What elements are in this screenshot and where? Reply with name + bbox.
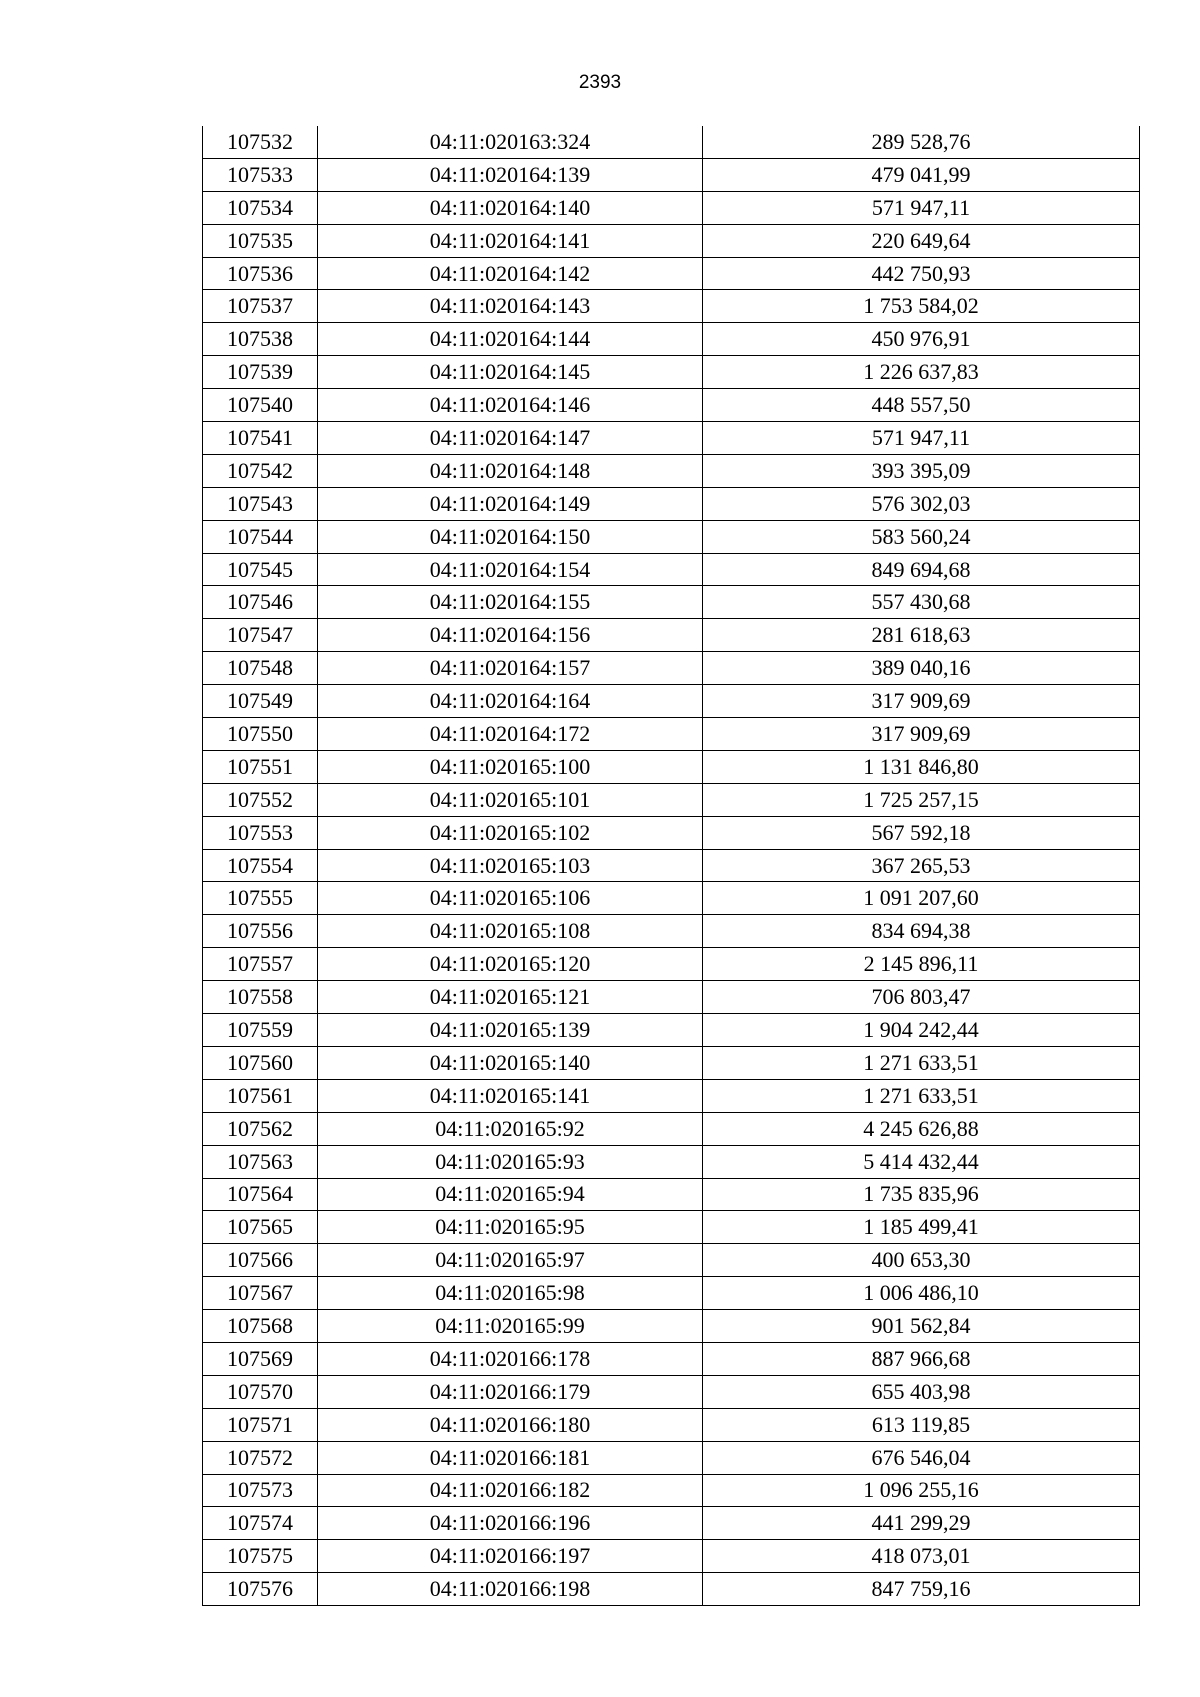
row-number-cell: 107540	[203, 389, 318, 422]
table-row	[203, 981, 1140, 1014]
table-row	[203, 652, 1140, 685]
cadastral-number-cell: 04:11:020165:101	[318, 783, 703, 816]
cadastral-value-cell: 583 560,24	[703, 520, 1140, 553]
cadastral-value-cell: 901 562,84	[703, 1310, 1140, 1343]
cadastral-value-cell: 442 750,93	[703, 257, 1140, 290]
cadastral-value-table	[202, 126, 1140, 1606]
cadastral-number-cell: 04:11:020166:178	[318, 1342, 703, 1375]
cadastral-number-cell: 04:11:020166:197	[318, 1540, 703, 1573]
table-body	[203, 126, 1140, 1606]
table-row	[203, 1112, 1140, 1145]
cadastral-number-cell: 04:11:020165:98	[318, 1277, 703, 1310]
row-number-cell: 107535	[203, 224, 318, 257]
cadastral-value-cell: 1 753 584,02	[703, 290, 1140, 323]
cadastral-number-cell: 04:11:020164:143	[318, 290, 703, 323]
table-row	[203, 915, 1140, 948]
cadastral-number-cell: 04:11:020165:94	[318, 1178, 703, 1211]
row-number-cell: 107552	[203, 783, 318, 816]
row-number-cell: 107576	[203, 1573, 318, 1606]
table-row	[203, 1408, 1140, 1441]
row-number-cell: 107553	[203, 816, 318, 849]
table-row	[203, 389, 1140, 422]
cadastral-number-cell: 04:11:020165:99	[318, 1310, 703, 1343]
cadastral-number-cell: 04:11:020165:106	[318, 882, 703, 915]
cadastral-value-cell: 887 966,68	[703, 1342, 1140, 1375]
cadastral-value-cell: 655 403,98	[703, 1375, 1140, 1408]
cadastral-value-cell: 1 735 835,96	[703, 1178, 1140, 1211]
row-number-cell: 107549	[203, 685, 318, 718]
table-row	[203, 454, 1140, 487]
row-number-cell: 107532	[203, 126, 318, 158]
table-row	[203, 158, 1140, 191]
cadastral-value-cell: 1 226 637,83	[703, 356, 1140, 389]
cadastral-value-cell: 317 909,69	[703, 718, 1140, 751]
cadastral-value-cell: 450 976,91	[703, 323, 1140, 356]
row-number-cell: 107561	[203, 1079, 318, 1112]
row-number-cell: 107571	[203, 1408, 318, 1441]
row-number-cell: 107556	[203, 915, 318, 948]
cadastral-value-cell: 1 006 486,10	[703, 1277, 1140, 1310]
cadastral-value-cell: 479 041,99	[703, 158, 1140, 191]
cadastral-value-cell: 2 145 896,11	[703, 948, 1140, 981]
cadastral-number-cell: 04:11:020165:100	[318, 750, 703, 783]
cadastral-value-cell: 571 947,11	[703, 422, 1140, 455]
cadastral-number-cell: 04:11:020164:142	[318, 257, 703, 290]
row-number-cell: 107543	[203, 487, 318, 520]
cadastral-number-cell: 04:11:020166:180	[318, 1408, 703, 1441]
table-row	[203, 356, 1140, 389]
cadastral-number-cell: 04:11:020164:139	[318, 158, 703, 191]
row-number-cell: 107558	[203, 981, 318, 1014]
cadastral-value-cell: 1 271 633,51	[703, 1079, 1140, 1112]
cadastral-number-cell: 04:11:020165:97	[318, 1244, 703, 1277]
table-row	[203, 619, 1140, 652]
cadastral-value-cell: 389 040,16	[703, 652, 1140, 685]
row-number-cell: 107536	[203, 257, 318, 290]
row-number-cell: 107541	[203, 422, 318, 455]
cadastral-value-cell: 576 302,03	[703, 487, 1140, 520]
cadastral-number-cell: 04:11:020164:145	[318, 356, 703, 389]
row-number-cell: 107569	[203, 1342, 318, 1375]
table-row	[203, 750, 1140, 783]
row-number-cell: 107547	[203, 619, 318, 652]
page-number: 2393	[578, 72, 622, 93]
cadastral-value-cell: 317 909,69	[703, 685, 1140, 718]
table-row	[203, 685, 1140, 718]
cadastral-number-cell: 04:11:020166:181	[318, 1441, 703, 1474]
cadastral-value-cell: 613 119,85	[703, 1408, 1140, 1441]
cadastral-number-cell: 04:11:020164:156	[318, 619, 703, 652]
row-number-cell: 107554	[203, 849, 318, 882]
cadastral-value-cell: 1 271 633,51	[703, 1046, 1140, 1079]
table-row	[203, 257, 1140, 290]
cadastral-number-cell: 04:11:020166:182	[318, 1474, 703, 1507]
cadastral-number-cell: 04:11:020164:149	[318, 487, 703, 520]
row-number-cell: 107573	[203, 1474, 318, 1507]
cadastral-number-cell: 04:11:020165:139	[318, 1014, 703, 1047]
table-row	[203, 1375, 1140, 1408]
table-row	[203, 1046, 1140, 1079]
table-row	[203, 1145, 1140, 1178]
row-number-cell: 107537	[203, 290, 318, 323]
cadastral-number-cell: 04:11:020163:324	[318, 126, 703, 158]
table-row	[203, 849, 1140, 882]
row-number-cell: 107534	[203, 191, 318, 224]
cadastral-number-cell: 04:11:020166:196	[318, 1507, 703, 1540]
cadastral-value-cell: 847 759,16	[703, 1573, 1140, 1606]
table-row	[203, 520, 1140, 553]
cadastral-number-cell: 04:11:020165:108	[318, 915, 703, 948]
row-number-cell: 107550	[203, 718, 318, 751]
table-row	[203, 191, 1140, 224]
cadastral-value-cell: 834 694,38	[703, 915, 1140, 948]
cadastral-value-cell: 418 073,01	[703, 1540, 1140, 1573]
cadastral-value-cell: 5 414 432,44	[703, 1145, 1140, 1178]
cadastral-value-cell: 1 185 499,41	[703, 1211, 1140, 1244]
table-row	[203, 1178, 1140, 1211]
cadastral-number-cell: 04:11:020164:155	[318, 586, 703, 619]
cadastral-number-cell: 04:11:020164:148	[318, 454, 703, 487]
table-row	[203, 1014, 1140, 1047]
cadastral-value-cell: 676 546,04	[703, 1441, 1140, 1474]
table-row	[203, 1507, 1140, 1540]
cadastral-number-cell: 04:11:020164:157	[318, 652, 703, 685]
cadastral-number-cell: 04:11:020164:144	[318, 323, 703, 356]
cadastral-number-cell: 04:11:020165:121	[318, 981, 703, 1014]
row-number-cell: 107533	[203, 158, 318, 191]
cadastral-number-cell: 04:11:020165:102	[318, 816, 703, 849]
cadastral-value-cell: 367 265,53	[703, 849, 1140, 882]
cadastral-value-cell: 289 528,76	[703, 126, 1140, 158]
row-number-cell: 107568	[203, 1310, 318, 1343]
cadastral-value-cell: 448 557,50	[703, 389, 1140, 422]
row-number-cell: 107570	[203, 1375, 318, 1408]
cadastral-number-cell: 04:11:020165:95	[318, 1211, 703, 1244]
table-row	[203, 1277, 1140, 1310]
cadastral-number-cell: 04:11:020165:93	[318, 1145, 703, 1178]
table-row	[203, 126, 1140, 158]
cadastral-value-cell: 281 618,63	[703, 619, 1140, 652]
cadastral-value-cell: 1 091 207,60	[703, 882, 1140, 915]
cadastral-number-cell: 04:11:020165:140	[318, 1046, 703, 1079]
row-number-cell: 107559	[203, 1014, 318, 1047]
row-number-cell: 107566	[203, 1244, 318, 1277]
cadastral-number-cell: 04:11:020165:92	[318, 1112, 703, 1145]
row-number-cell: 107572	[203, 1441, 318, 1474]
cadastral-value-cell: 1 904 242,44	[703, 1014, 1140, 1047]
table-row	[203, 323, 1140, 356]
table-row	[203, 487, 1140, 520]
cadastral-value-cell: 400 653,30	[703, 1244, 1140, 1277]
table-row	[203, 1244, 1140, 1277]
cadastral-value-cell: 567 592,18	[703, 816, 1140, 849]
table-row	[203, 1079, 1140, 1112]
table-row	[203, 1211, 1140, 1244]
table-row	[203, 422, 1140, 455]
row-number-cell: 107562	[203, 1112, 318, 1145]
table-row	[203, 1474, 1140, 1507]
table-row	[203, 1573, 1140, 1606]
cadastral-number-cell: 04:11:020164:172	[318, 718, 703, 751]
cadastral-number-cell: 04:11:020164:140	[318, 191, 703, 224]
table-row	[203, 1441, 1140, 1474]
cadastral-number-cell: 04:11:020165:120	[318, 948, 703, 981]
table-row	[203, 1310, 1140, 1343]
cadastral-number-cell: 04:11:020164:154	[318, 553, 703, 586]
table-row	[203, 586, 1140, 619]
table-row	[203, 816, 1140, 849]
row-number-cell: 107563	[203, 1145, 318, 1178]
cadastral-value-cell: 557 430,68	[703, 586, 1140, 619]
row-number-cell: 107574	[203, 1507, 318, 1540]
table-row	[203, 882, 1140, 915]
row-number-cell: 107564	[203, 1178, 318, 1211]
table-row	[203, 290, 1140, 323]
cadastral-value-cell: 220 649,64	[703, 224, 1140, 257]
row-number-cell: 107567	[203, 1277, 318, 1310]
table-row	[203, 783, 1140, 816]
cadastral-value-cell: 4 245 626,88	[703, 1112, 1140, 1145]
row-number-cell: 107545	[203, 553, 318, 586]
row-number-cell: 107544	[203, 520, 318, 553]
cadastral-number-cell: 04:11:020166:198	[318, 1573, 703, 1606]
cadastral-value-cell: 1 725 257,15	[703, 783, 1140, 816]
row-number-cell: 107555	[203, 882, 318, 915]
cadastral-number-cell: 04:11:020164:147	[318, 422, 703, 455]
row-number-cell: 107557	[203, 948, 318, 981]
row-number-cell: 107551	[203, 750, 318, 783]
cadastral-value-cell: 571 947,11	[703, 191, 1140, 224]
cadastral-number-cell: 04:11:020164:150	[318, 520, 703, 553]
table-row	[203, 1342, 1140, 1375]
cadastral-number-cell: 04:11:020164:146	[318, 389, 703, 422]
cadastral-value-cell: 393 395,09	[703, 454, 1140, 487]
cadastral-value-cell: 706 803,47	[703, 981, 1140, 1014]
table-row	[203, 224, 1140, 257]
cadastral-number-cell: 04:11:020165:103	[318, 849, 703, 882]
row-number-cell: 107565	[203, 1211, 318, 1244]
cadastral-value-cell: 1 131 846,80	[703, 750, 1140, 783]
row-number-cell: 107542	[203, 454, 318, 487]
row-number-cell: 107560	[203, 1046, 318, 1079]
cadastral-number-cell: 04:11:020164:141	[318, 224, 703, 257]
table-row	[203, 553, 1140, 586]
cadastral-number-cell: 04:11:020164:164	[318, 685, 703, 718]
cadastral-number-cell: 04:11:020166:179	[318, 1375, 703, 1408]
cadastral-value-cell: 441 299,29	[703, 1507, 1140, 1540]
row-number-cell: 107575	[203, 1540, 318, 1573]
table-row	[203, 948, 1140, 981]
table-row	[203, 1540, 1140, 1573]
row-number-cell: 107539	[203, 356, 318, 389]
table-row	[203, 718, 1140, 751]
row-number-cell: 107548	[203, 652, 318, 685]
cadastral-number-cell: 04:11:020165:141	[318, 1079, 703, 1112]
row-number-cell: 107546	[203, 586, 318, 619]
cadastral-value-cell: 1 096 255,16	[703, 1474, 1140, 1507]
row-number-cell: 107538	[203, 323, 318, 356]
cadastral-value-cell: 849 694,68	[703, 553, 1140, 586]
